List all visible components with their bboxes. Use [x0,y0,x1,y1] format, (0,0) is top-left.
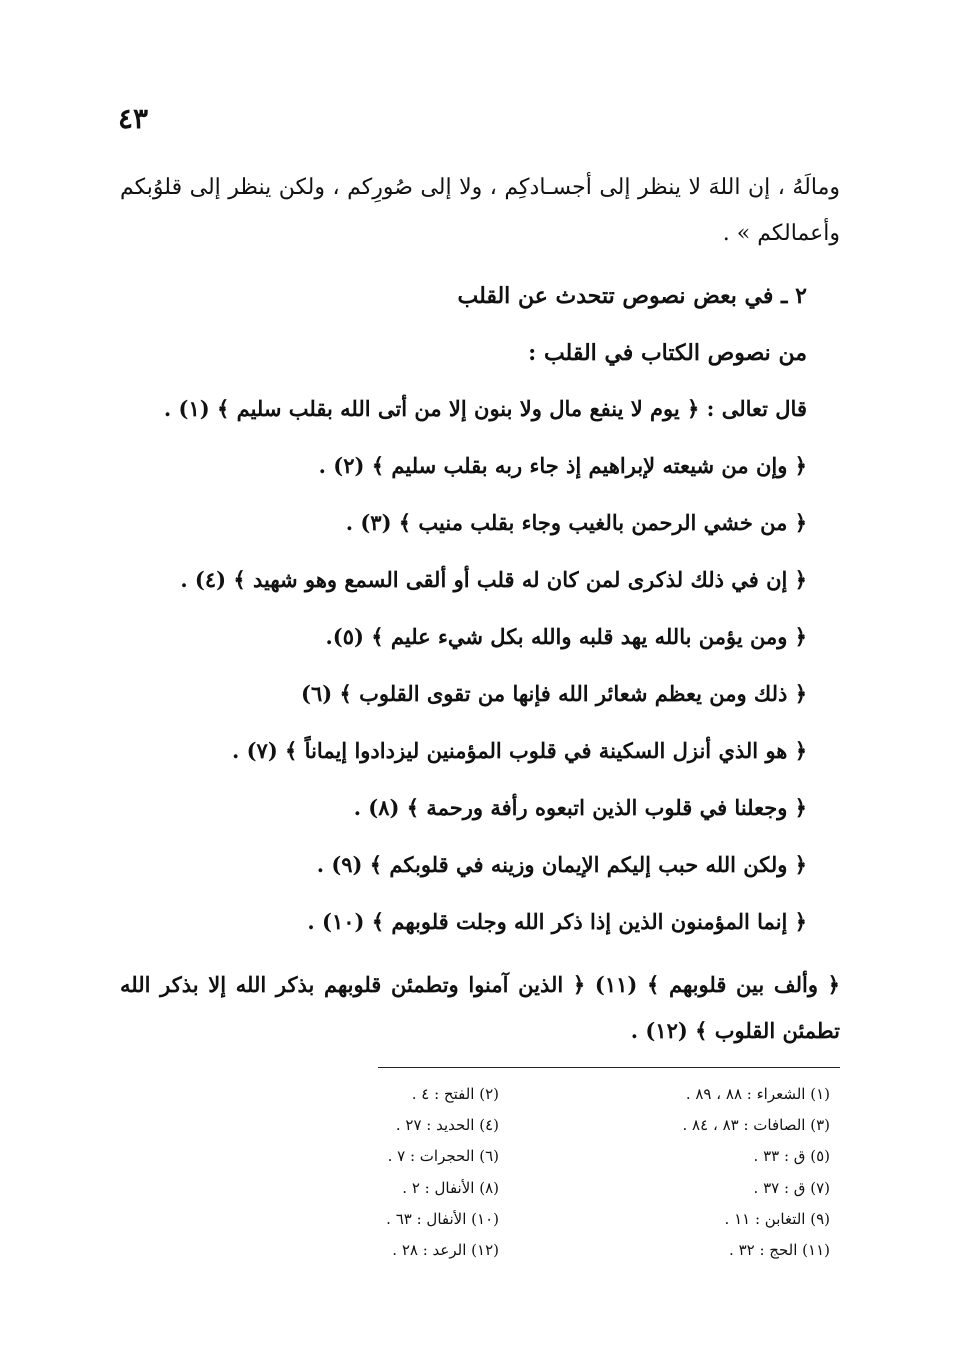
verse-line: ﴿ إن في ذلك لذكرى لمن كان له قلب أو ألقى السمع وهو شهيد ﴾ (٤) . [180,567,807,592]
page-number: ٤٣ [118,102,149,135]
footnote: (٢) الفتح : ٤ . [411,1085,499,1103]
section-heading: ٢ ـ في بعض نصوص تتحدث عن القلب [457,283,807,309]
footnote: (١١) الحج : ٣٢ . [729,1241,830,1259]
footnote: (٦) الحجرات : ٧ . [387,1147,499,1165]
footnote: (١) الشعراء : ٨٨ ، ٨٩ . [685,1085,830,1103]
footnote: (٨) الأنفال : ٢ . [402,1179,499,1197]
closing-paragraph: ﴿ وألف بين قلوبهم ﴾ (١١) ﴿ الذين آمنوا وتطمئن قلوبهم بذكر الله إلا بذكر الله تطمئن القلوب ﴾ (١٢) . [120,972,840,1043]
verse-line: ﴿ ذلك ومن يعظم شعائر الله فإنها من تقوى القلوب ﴾ (٦) [301,681,807,706]
footnote: (٧) ق : ٣٧ . [753,1179,830,1197]
footnote: (٥) ق : ٣٣ . [753,1147,830,1165]
footnote: (٣) الصافات : ٨٣ ، ٨٤ . [682,1116,830,1134]
verse-line: ﴿ ولكن الله حبب إليكم الإيمان وزينه في قلوبكم ﴾ (٩) . [316,852,807,877]
verse-line: قال تعالى : ﴿ يوم لا ينفع مال ولا بنون إلا من أتى الله بقلب سليم ﴾ (١) . [163,396,807,421]
intro-paragraph: ومالَهُ ، إن اللهَ لا ينظر إلى أجسـادكِم ، ولا إلى صُورِكم ، ولكن ينظر إلى قلوُبكم وأعمالكم » . [120,175,840,246]
verse-line: ﴿ إنما المؤمنون الذين إذا ذكر الله وجلت قلوبهم ﴾ (١٠) . [307,909,807,934]
footnote: (١٠) الأنفال : ٦٣ . [386,1210,499,1228]
verse-line: ﴿ وجعلنا في قلوب الذين اتبعوه رأفة ورحمة ﴾ (٨) . [353,795,807,820]
footnote: (٤) الحديد : ٢٧ . [395,1116,499,1134]
verse-line: ﴿ وإن من شيعته لإبراهيم إذ جاء ربه بقلب سليم ﴾ (٢) . [318,453,807,478]
subheading: من نصوص الكتاب في القلب : [528,340,807,366]
footnote: (١٢) الرعد : ٢٨ . [392,1241,499,1259]
footnote-separator [378,1067,840,1068]
verse-line: ﴿ هو الذي أنزل السكينة في قلوب المؤمنين ليزدادوا إيماناً ﴾ (٧) . [231,738,807,763]
verse-line: ﴿ ومن يؤمن بالله يهد قلبه والله بكل شيء عليم ﴾ (٥). [325,624,807,649]
footnote: (٩) التغابن : ١١ . [724,1210,830,1228]
verse-line: ﴿ من خشي الرحمن بالغيب وجاء بقلب منيب ﴾ (٣) . [345,510,807,535]
